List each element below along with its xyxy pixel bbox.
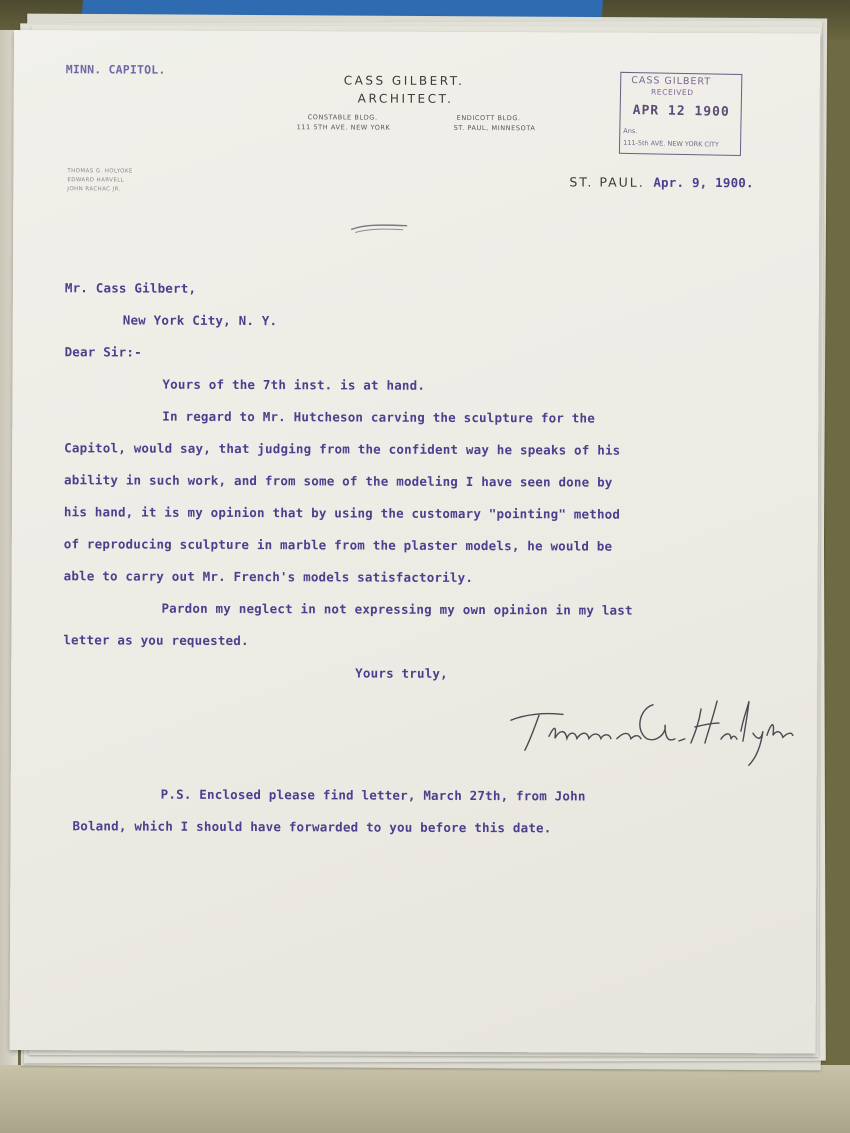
letter-page bbox=[10, 30, 820, 1054]
pencil-mark bbox=[349, 221, 409, 233]
body-line: In regard to Mr. Hutcheson carving the sculpture for the bbox=[162, 408, 595, 426]
body-line: ability in such work, and from some of the modeling I have seen done by bbox=[64, 472, 613, 490]
stamp-answered-label: Ans. bbox=[623, 126, 638, 136]
salutation: Dear Sir:- bbox=[64, 344, 142, 360]
body-line: Capitol, would say, that judging from the confident way he speaks of his bbox=[64, 440, 621, 458]
stamp-received-label: RECEIVED bbox=[650, 87, 694, 98]
office-right-building: ENDICOTT BLDG. bbox=[456, 113, 521, 123]
letterhead-city: ST. PAUL. bbox=[569, 174, 645, 190]
body-line: Pardon my neglect in not expressing my own opinion in my last bbox=[161, 600, 633, 618]
associate-name: EDWARD HARVELL bbox=[67, 177, 125, 184]
postscript-line: P.S. Enclosed please find letter, March 27th, from John bbox=[160, 786, 586, 804]
stamp-name: CASS GILBERT bbox=[631, 74, 712, 88]
letter-date: Apr. 9, 1900. bbox=[653, 174, 754, 191]
associate-name: THOMAS G. HOLYOKE bbox=[67, 168, 133, 175]
signature bbox=[505, 668, 795, 769]
body-line: Yours of the 7th inst. is at hand. bbox=[162, 376, 426, 393]
associate-name: JOHN RACHAC JR. bbox=[67, 186, 121, 193]
postscript-line: Boland, which I should have forwarded to you before this date. bbox=[72, 818, 552, 836]
stamp-date: APR 12 1900 bbox=[632, 103, 730, 120]
body-line: his hand, it is my opinion that by using the customary "pointing" method bbox=[63, 504, 621, 522]
letterhead-title: ARCHITECT. bbox=[357, 91, 454, 106]
letterhead-name: CASS GILBERT. bbox=[343, 73, 465, 88]
office-left-address: 111 5TH AVE. NEW YORK bbox=[296, 123, 391, 132]
body-line: able to carry out Mr. French's models satisfactorily. bbox=[63, 568, 474, 586]
received-stamp bbox=[619, 72, 742, 156]
office-right-address: ST. PAUL, MINNESOTA bbox=[453, 123, 536, 133]
office-left-building: CONSTABLE BLDG. bbox=[307, 113, 378, 122]
body-line: of reproducing sculpture in marble from the plaster models, he would be bbox=[63, 536, 613, 554]
file-label: MINN. CAPITOL. bbox=[65, 62, 166, 77]
addressee-name: Mr. Cass Gilbert, bbox=[64, 280, 197, 296]
addressee-location: New York City, N. Y. bbox=[122, 312, 278, 329]
closing: Yours truly, bbox=[355, 665, 448, 681]
background-bottom bbox=[0, 1065, 850, 1133]
stamp-address: 111-5th AVE. NEW YORK CITY bbox=[623, 138, 719, 149]
body-line: letter as you requested. bbox=[63, 632, 249, 649]
